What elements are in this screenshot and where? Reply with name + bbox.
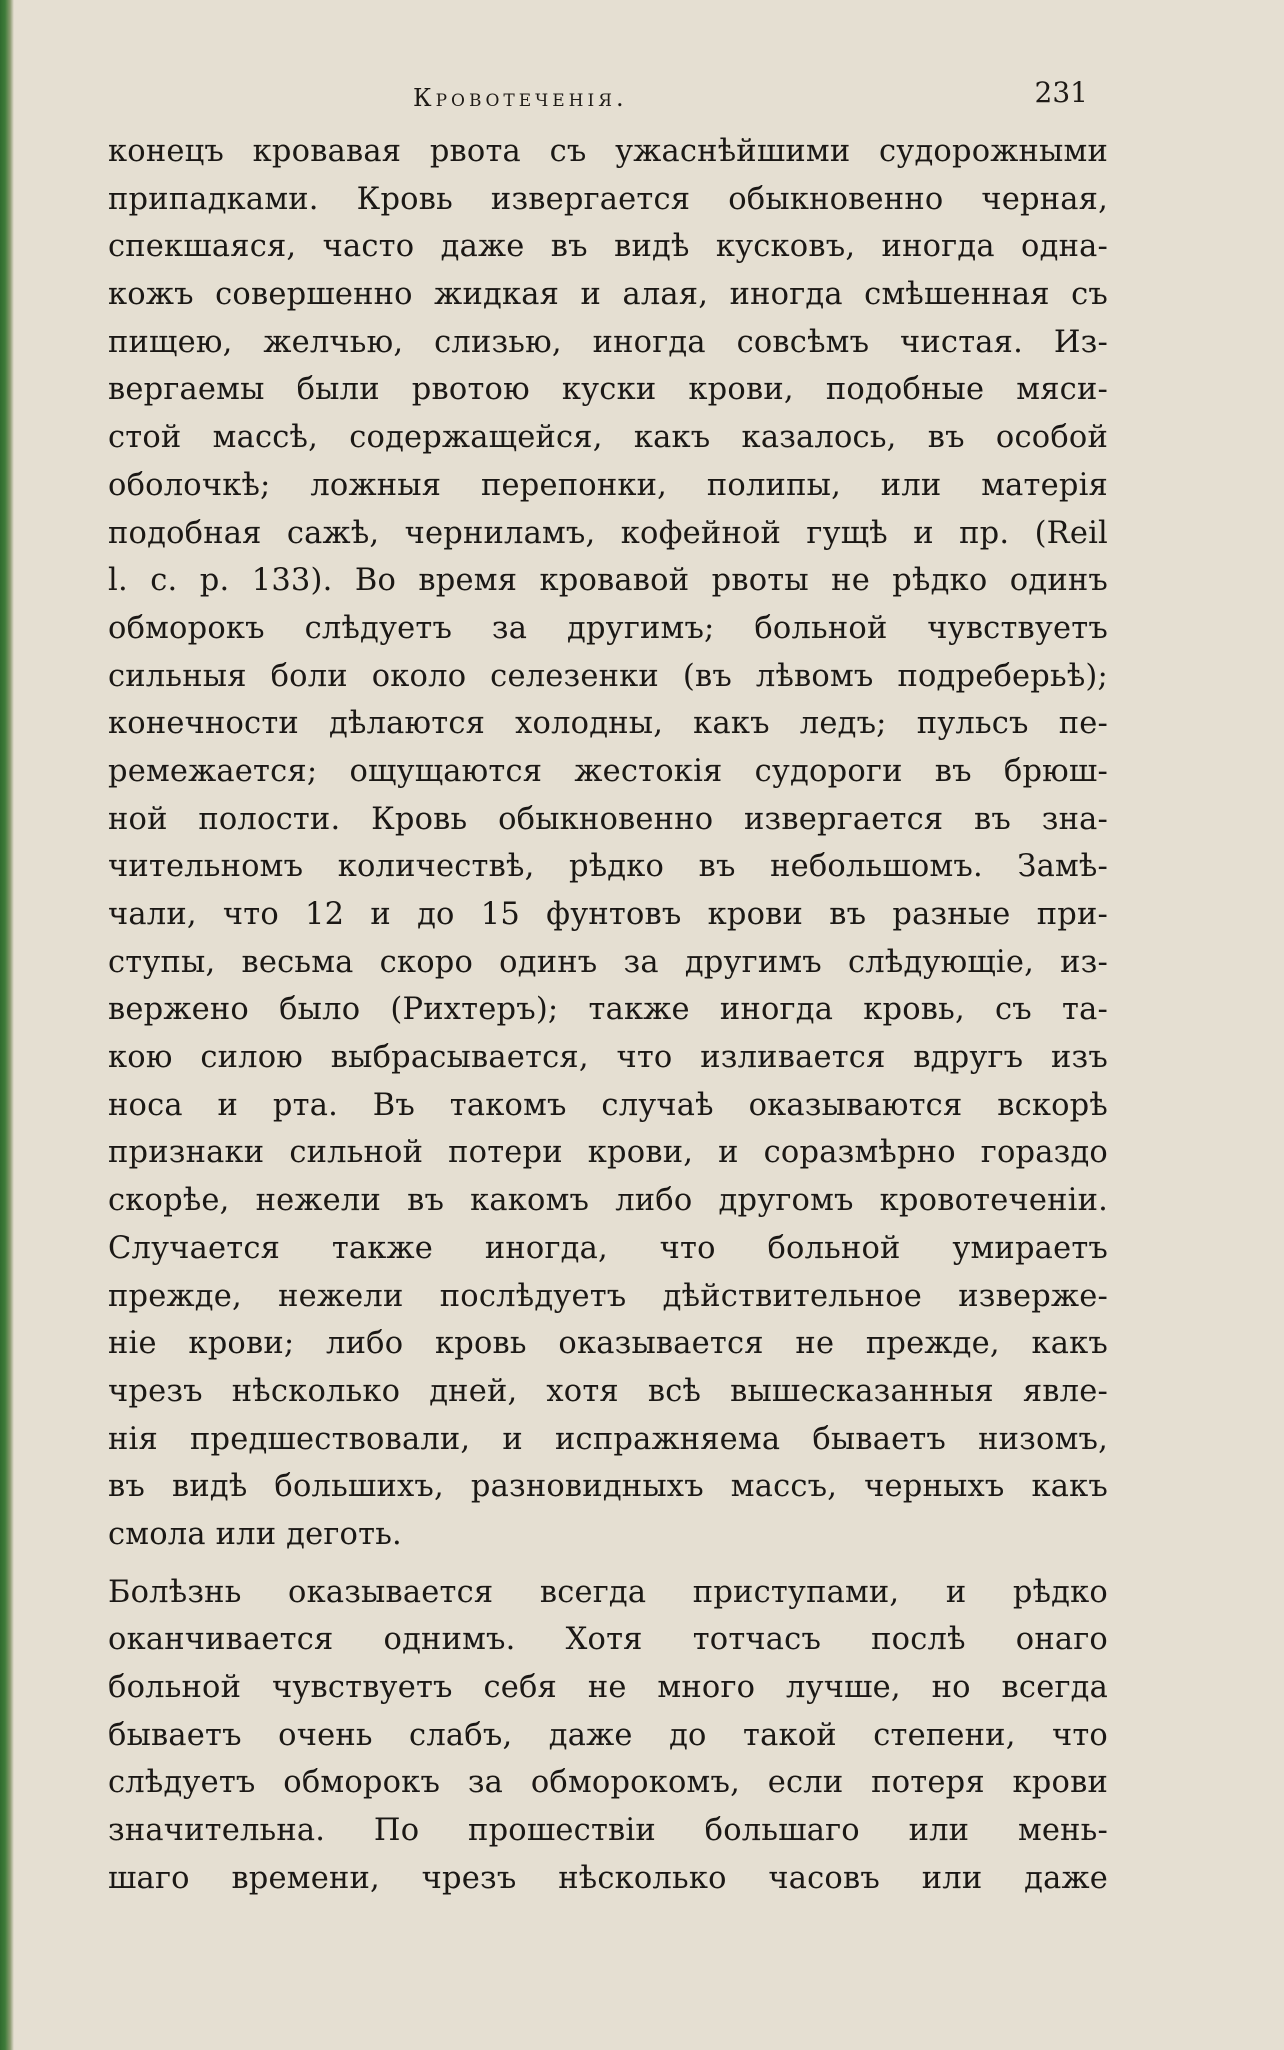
text-line: подобная сажѣ, черниламъ, кофейной гущѣ и пр. (Reil (108, 515, 1108, 551)
text-line: припадками. Кровь извергается обыкновенно черная, (108, 181, 1108, 217)
page-number: 231 (1034, 76, 1088, 109)
paragraph-1 (108, 128, 1108, 1559)
text-line: вергаемы были рвотою куски крови, подобные мяси- (108, 372, 1108, 408)
text-line: чительномъ количествѣ, рѣдко въ небольшомъ. Замѣ- (108, 849, 1108, 885)
text-line: l. c. p. 133). Во время кровавой рвоты не рѣдко одинъ (108, 563, 1108, 599)
text-line: обморокъ слѣдуетъ за другимъ; больной чувствуетъ (108, 610, 1108, 646)
text-line: значительна. По прошествіи большаго или мень- (108, 1813, 1108, 1849)
text-line: ремежается; ощущаются жестокія судороги въ брюш- (108, 753, 1108, 789)
paragraph-gap (108, 1559, 1108, 1569)
text-line: нія предшествовали, и испражняема бываетъ низомъ, (108, 1421, 1108, 1457)
text-line: скорѣе, нежели въ какомъ либо другомъ кровотеченіи. (108, 1183, 1108, 1219)
text-line: ной полости. Кровь обыкновенно извергается въ зна- (108, 801, 1108, 837)
text-line: больной чувствуетъ себя не много лучше, но всегда (108, 1670, 1108, 1705)
text-line: Случается также иногда, что больной умираетъ (108, 1230, 1108, 1266)
running-head: Кровотеченія. (413, 84, 628, 112)
text-line: кою силою выбрасывается, что изливается вдругъ изъ (108, 1040, 1108, 1076)
text-line: стой массѣ, содержащейся, какъ казалось, въ особой (108, 420, 1108, 456)
text-line: конечности дѣлаются холодны, какъ ледъ; пульсъ пе- (108, 706, 1108, 742)
text-line: Болѣзнь оказывается всегда приступами, и рѣдко (108, 1574, 1108, 1610)
text-line: смола или деготь. (108, 1516, 402, 1552)
text-line: пищею, желчью, слизью, иногда совсѣмъ чистая. Из- (108, 324, 1108, 360)
text-line: конецъ кровавая рвота съ ужаснѣйшими судорожными (108, 134, 1108, 169)
body-text (108, 128, 1108, 1902)
text-line: сильныя боли около селезенки (въ лѣвомъ подреберьѣ); (108, 658, 1108, 694)
text-line: бываетъ очень слабъ, даже до такой степени, что (108, 1717, 1108, 1753)
text-line: чрезъ нѣсколько дней, хотя всѣ вышесказанныя явле- (108, 1373, 1108, 1409)
text-line: слѣдуетъ обморокъ за обморокомъ, если потеря крови (108, 1765, 1108, 1801)
text-line: ніе крови; либо кровь оказывается не прежде, какъ (108, 1326, 1108, 1362)
text-line: въ видѣ большихъ, разновидныхъ массъ, черныхъ какъ (108, 1469, 1108, 1505)
text-line: прежде, нежели послѣдуетъ дѣйствительное изверже- (108, 1278, 1108, 1314)
text-line: шаго времени, чрезъ нѣсколько часовъ или даже (108, 1860, 1108, 1896)
text-line: оканчивается однимъ. Хотя тотчасъ послѣ онаго (108, 1622, 1108, 1658)
page-header (108, 74, 1098, 114)
text-line: кожъ совершенно жидкая и алая, иногда смѣшенная съ (108, 277, 1108, 313)
text-line: оболочкѣ; ложныя перепонки, полипы, или матерія (108, 467, 1108, 503)
page-binding-edge (0, 0, 14, 2050)
text-line: носа и рта. Въ такомъ случаѣ оказываются вскорѣ (108, 1087, 1108, 1123)
text-line: спекшаяся, часто даже въ видѣ кусковъ, иногда одна- (108, 229, 1108, 265)
text-line: признаки сильной потери крови, и соразмѣрно гораздо (108, 1135, 1108, 1171)
text-line: чали, что 12 и до 15 фунтовъ крови въ разные при- (108, 897, 1108, 932)
paragraph-2 (108, 1569, 1108, 1903)
text-line: ступы, весьма скоро одинъ за другимъ слѣдующіе, из- (108, 944, 1108, 980)
text-line: вержено было (Рихтеръ); также иногда кровь, съ та- (108, 992, 1108, 1028)
